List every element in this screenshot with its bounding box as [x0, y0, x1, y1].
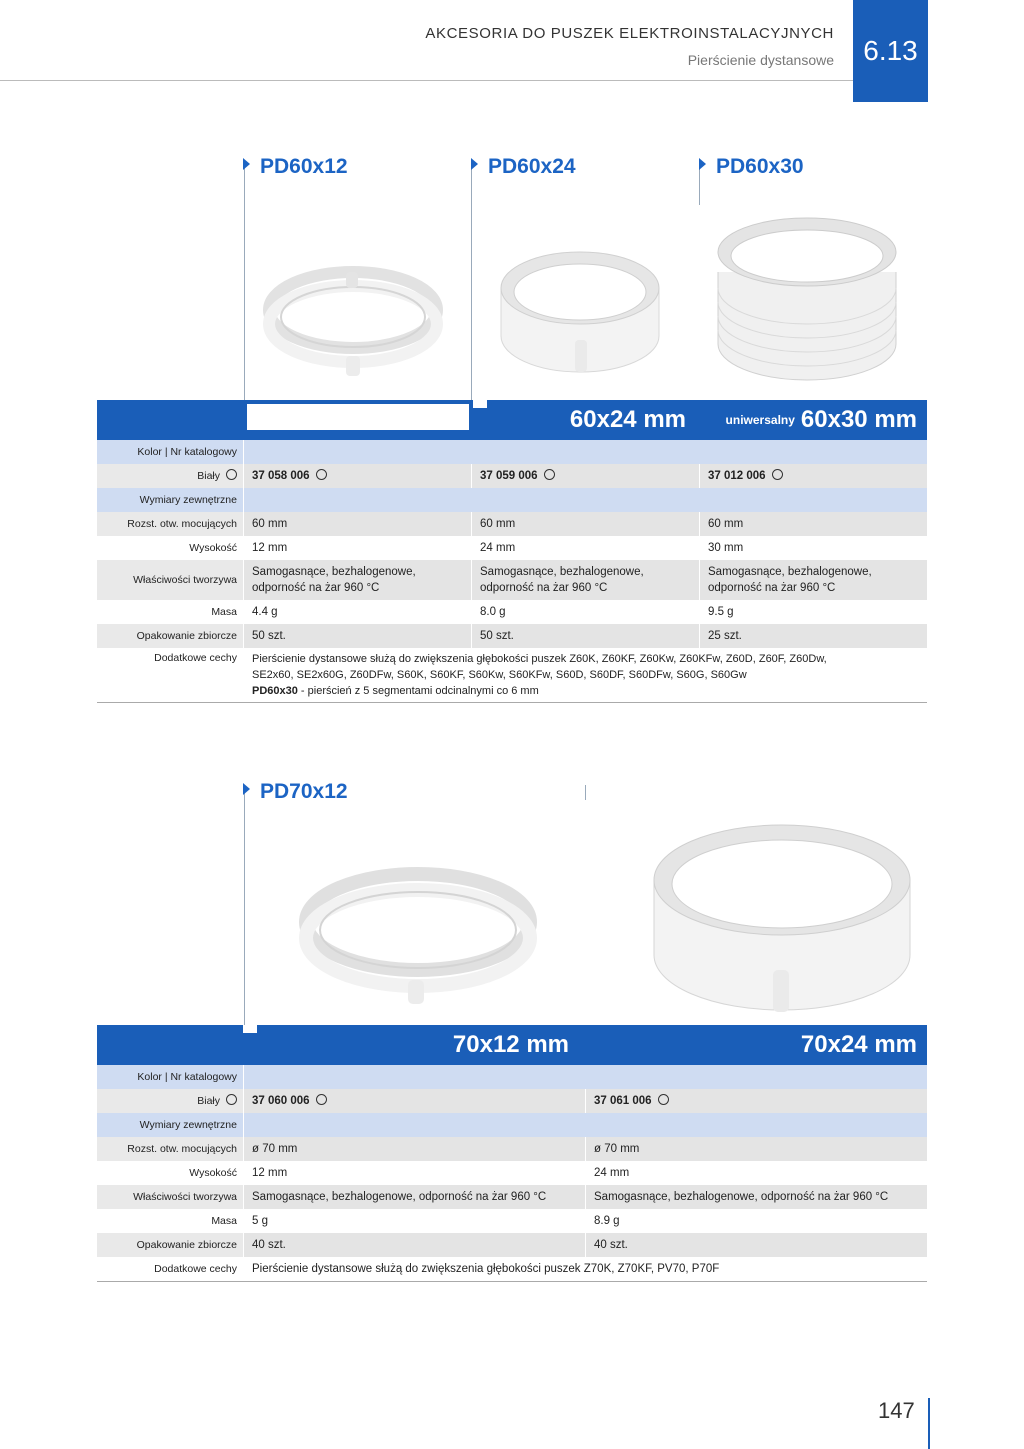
row-value: 8.9 g [585, 1209, 927, 1233]
row-value: 60 mm [471, 512, 699, 536]
product-name: PD60x24 [488, 155, 576, 178]
product-name: PD60x12 [260, 155, 348, 178]
row-label: Wymiary zewnętrzne [97, 1113, 243, 1137]
row-label: Kolor | Nr katalogowy [97, 1065, 243, 1089]
header-cell-60x24 [471, 400, 696, 440]
table-row [97, 512, 927, 536]
value-line: odporność na żar 960 °C [708, 582, 836, 594]
row-label: Wysokość [97, 536, 243, 560]
product-heading-pd60x12 [243, 155, 348, 179]
row-label: Dodatkowe cechy [97, 1257, 243, 1281]
spec-table-pd60 [97, 400, 927, 703]
row-value: 8.0 g [471, 600, 699, 624]
value-line: odporność na żar 960 °C [252, 582, 380, 594]
catalog-cell [243, 1089, 585, 1113]
table-row [97, 1233, 927, 1257]
label-text: Biały [197, 1095, 220, 1107]
table-row [97, 1113, 927, 1137]
header-size: 70x24 mm [800, 1031, 917, 1058]
row-value: 5 g [243, 1209, 585, 1233]
circle-icon [226, 1094, 237, 1105]
value-line: odporność na żar 960 °C [480, 582, 608, 594]
circle-icon [658, 1094, 669, 1105]
row-value: 60 mm [699, 512, 927, 536]
catalog-cell [699, 464, 927, 488]
row-label [97, 1089, 243, 1113]
circle-icon [772, 469, 783, 480]
row-label: Właściwości tworzywa [97, 560, 243, 600]
arrow-icon [471, 158, 478, 170]
circle-icon [316, 1094, 327, 1105]
header-cell-70x24 [585, 1025, 927, 1065]
row-label: Wysokość [97, 1161, 243, 1185]
circle-icon [316, 469, 327, 480]
row-label [97, 464, 243, 488]
row-label: Kolor | Nr katalogowy [97, 440, 243, 464]
value-line [252, 683, 927, 699]
row-value [243, 560, 471, 600]
row-label: Opakowanie zbiorcze [97, 1233, 243, 1257]
table-row [97, 1257, 927, 1281]
row-value: Samogasnące, bezhalogenowe, odporność na żar 960 °C [585, 1185, 927, 1209]
row-value: 60 mm [243, 512, 471, 536]
row-label: Masa [97, 600, 243, 624]
table-row [97, 536, 927, 560]
circle-icon [544, 469, 555, 480]
catalog-number: 37 060 006 [252, 1095, 310, 1107]
row-value: 12 mm [243, 1161, 585, 1185]
product-code: PD60x30 [252, 685, 298, 697]
row-value [699, 560, 927, 600]
product-image-pd60x30 [712, 212, 902, 384]
table-row [97, 1137, 927, 1161]
row-label: Dodatkowe cechy [97, 648, 243, 702]
product-name: PD60x30 [716, 155, 804, 178]
section-number-badge: 6.13 [853, 0, 928, 102]
header-prefix: uniwersalny [725, 413, 795, 427]
table-row [97, 1161, 927, 1185]
arrow-icon [243, 158, 250, 170]
value-line: Samogasnące, bezhalogenowe, [252, 566, 416, 578]
row-label: Rozst. otw. mocujących [97, 512, 243, 536]
column-divider [471, 160, 472, 410]
row-value: 30 mm [699, 536, 927, 560]
row-value: 40 szt. [585, 1233, 927, 1257]
column-divider [244, 785, 245, 1035]
header-divider [0, 80, 855, 81]
row-value [471, 560, 699, 600]
header-cell-70x12 [243, 1025, 579, 1065]
table-bottom-rule [97, 1281, 927, 1282]
product-heading-pd60x24 [471, 155, 576, 179]
table-row [97, 1089, 927, 1113]
row-value: 40 szt. [243, 1233, 585, 1257]
catalog-cell [471, 464, 699, 488]
row-value: 24 mm [471, 536, 699, 560]
product-image-pd60x12 [262, 262, 444, 384]
row-label: Opakowanie zbiorcze [97, 624, 243, 648]
table-row [97, 464, 927, 488]
row-label: Masa [97, 1209, 243, 1233]
table-row [97, 624, 927, 648]
row-value: Pierścienie dystansowe służą do zwiększenia głębokości puszek Z70K, Z70KF, PV70, P70F [243, 1257, 927, 1281]
row-value: 25 szt. [699, 624, 927, 648]
catalog-number: 37 058 006 [252, 470, 310, 482]
catalog-number: 37 012 006 [708, 470, 766, 482]
section-subtitle: Pierścienie dystansowe [687, 52, 834, 68]
catalog-number: 37 061 006 [594, 1095, 652, 1107]
row-value: 24 mm [585, 1161, 927, 1185]
product-image-pd70x12 [298, 862, 538, 1012]
table-bottom-rule [97, 702, 927, 703]
spec-table-pd70 [97, 1025, 927, 1282]
table-row [97, 1185, 927, 1209]
value-line: Pierścienie dystansowe służą do zwiększenia głębokości puszek Z60K, Z60KF, Z60Kw, Z60KFw, Z60D, Z60F, Z60Dw, [252, 653, 827, 665]
header-size: 60x24 mm [569, 406, 686, 433]
row-value [243, 488, 927, 512]
column-divider [244, 160, 245, 430]
arrow-icon [243, 783, 250, 795]
product-heading-pd60x30 [699, 155, 804, 179]
header-cell-60x30 [701, 400, 927, 440]
catalog-cell [585, 1089, 927, 1113]
catalog-number: 37 059 006 [480, 470, 538, 482]
table-row [97, 560, 927, 600]
catalog-cell [243, 464, 471, 488]
section-title: AKCESORIA DO PUSZEK ELEKTROINSTALACYJNYCH [425, 25, 834, 42]
row-value [243, 440, 927, 464]
label-text: Biały [197, 470, 220, 482]
product-heading-pd70x12 [243, 780, 348, 804]
row-value: ø 70 mm [243, 1137, 585, 1161]
row-value: Samogasnące, bezhalogenowe, odporność na żar 960 °C [243, 1185, 585, 1209]
table-header-bar [97, 400, 927, 440]
row-value: 4.4 g [243, 600, 471, 624]
row-value [243, 1065, 927, 1089]
product-image-pd60x24 [495, 240, 665, 380]
header-size: 60x30 mm [800, 406, 917, 433]
table-row [97, 1065, 927, 1089]
table-row [97, 600, 927, 624]
header-size: 70x12 mm [452, 1031, 569, 1058]
table-row [97, 648, 927, 702]
value-line: Samogasnące, bezhalogenowe, [708, 566, 872, 578]
row-label: Właściwości tworzywa [97, 1185, 243, 1209]
row-value: 50 szt. [243, 624, 471, 648]
row-value [243, 648, 927, 702]
row-value: ø 70 mm [585, 1137, 927, 1161]
page-number: 147 [878, 1398, 915, 1423]
table-row [97, 488, 927, 512]
row-value [243, 1113, 927, 1137]
table-header-bar [97, 1025, 927, 1065]
product-image-pd70x24 [648, 810, 916, 1020]
arrow-icon [699, 158, 706, 170]
row-value: 9.5 g [699, 600, 927, 624]
product-name: PD70x12 [260, 780, 348, 803]
row-value: 12 mm [243, 536, 471, 560]
row-label: Rozst. otw. mocujących [97, 1137, 243, 1161]
column-divider [585, 785, 586, 800]
row-value: 50 szt. [471, 624, 699, 648]
page-number-bar [928, 1398, 930, 1449]
table-row [97, 1209, 927, 1233]
value-line: Samogasnące, bezhalogenowe, [480, 566, 644, 578]
value-line: SE2x60, SE2x60G, Z60DFw, S60K, S60KF, S60Kw, S60KFw, S60D, S60DF, S60DFw, S60G, S60Gw [252, 669, 747, 681]
table-row [97, 440, 927, 464]
circle-icon [226, 469, 237, 480]
header-notch [247, 404, 469, 430]
note-text: - pierścień z 5 segmentami odcinalnymi co 6 mm [297, 685, 539, 697]
row-label: Wymiary zewnętrzne [97, 488, 243, 512]
